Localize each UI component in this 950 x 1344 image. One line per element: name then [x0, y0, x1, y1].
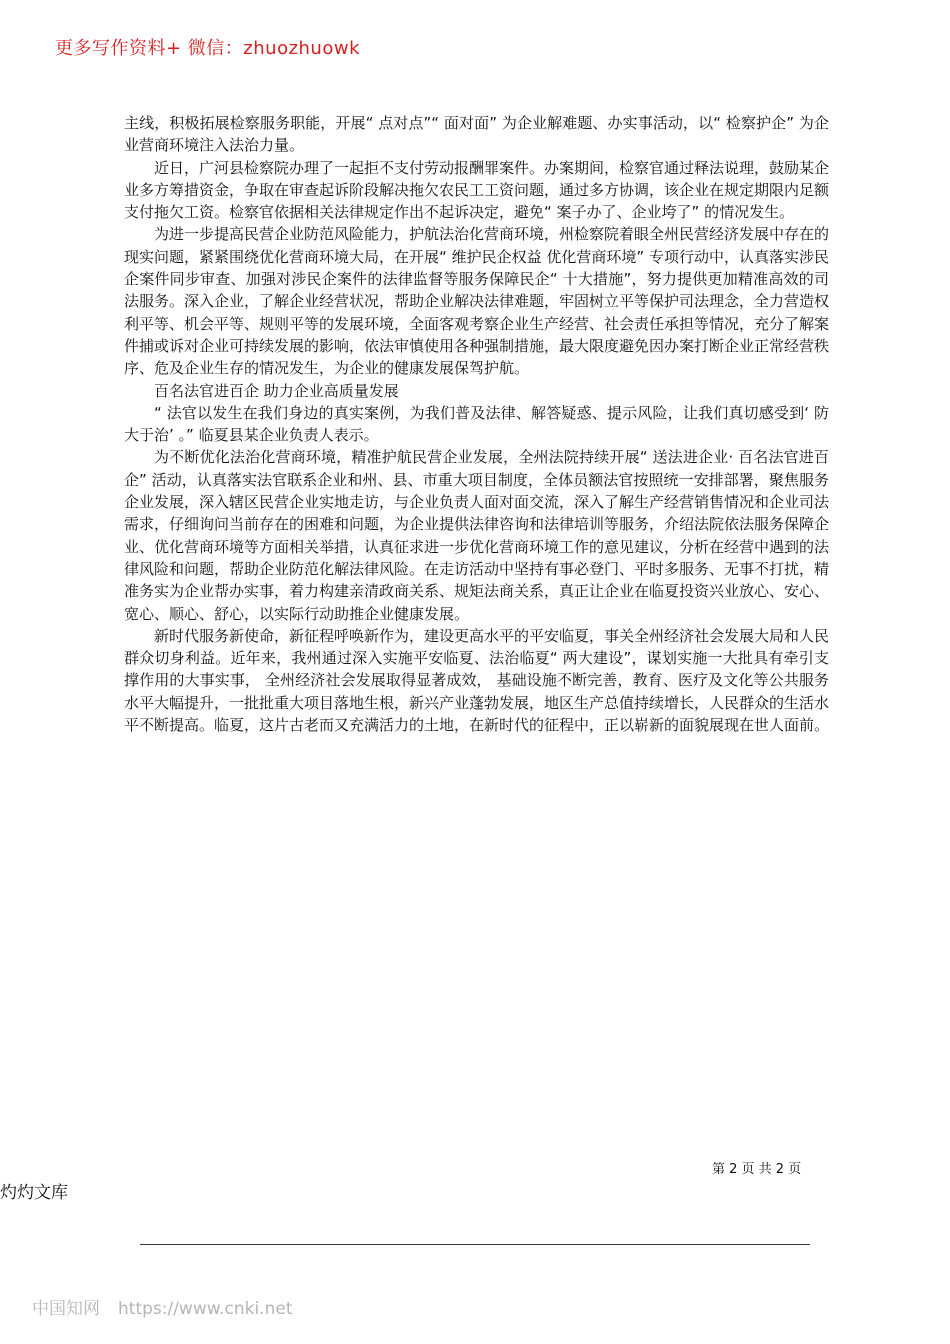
promo-banner: 更多写作资料+ 微信：zhuozhuowk [55, 38, 361, 59]
section-heading: 百名法官进百企 助力企业高质量发展 [154, 381, 399, 400]
watermark [32, 1294, 292, 1319]
watermark-brand: 中国知网 [32, 1299, 100, 1319]
paragraph-1: 主线，积极拓展检察服务职能，开展“ 点对点”“ 面对面” 为企业解难题、办实事活动，以“ 检察护企” 为企业营商环境注入法治力量。 [124, 114, 829, 155]
paragraph-2: 近日，广河县检察院办理了一起拒不支付劳动报酬罪案件。办案期间，检察官通过释法说理，鼓励某企业多方筹措资金，争取在审查起诉阶段解决拖欠农民工工资问题，通过多方协调，该企业在规定期限内足额支付拖欠工资。检察官依据相关法律规定作出不起诉决定，避免“ 案子办了、企业垮了” 的情况发生。 [124, 158, 830, 222]
watermark-url: https://www.cnki.net [118, 1299, 293, 1319]
footer-divider [140, 1244, 810, 1245]
paragraph-3: 为进一步提高民营企业防范风险能力，护航法治化营商环境，州检察院着眼全州民营经济发展中存在的现实问题，紧紧围绕优化营商环境大局，在开展“ 维护民企权益 优化营商环境” 专项行动中，认真落实涉民企案件同步审查、加强对涉民企案件的法律监督等服务保障民企“ 十大措施”，努力提供更加精准高效的司法服务。深入企业，了解企业经营状况，帮助企业解决法律难题，牢固树立平等保护司法理念，全力营造权利平等、机会平等、规则平等的发展环境，全面客观考察企业生产经营、社会责任承担等情况，充分了解案件捕或诉对企业可持续发展的影响，依法审慎使用各种强制措施，最大限度避免因办案打断企业正常经营秩序、危及企业生存的情况发生，为企业的健康发展保驾护航。 [124, 225, 830, 378]
paragraph-quote: “ 法官以发生在我们身边的真实案例，为我们普及法律、解答疑惑、提示风险，让我们真切感受到‘ 防大于治’ 。” 临夏县某企业负责人表示。 [124, 403, 829, 445]
paragraph-5: 为不断优化法治化营商环境，精准护航民营企业发展，全州法院持续开展“ 送法进企业· 百名法官进百企” 活动，认真落实法官联系企业和州、县、市重大项目制度，全体员额法官按照统一安排部署，聚焦服务企业发展，深入辖区民营企业实地走访，与企业负责人面对面交流，深入了解生产经营销售情况和企业司法需求，仔细询问当前存在的困难和问题，为企业提供法律咨询和法律培训等服务，介绍法院依法服务保障企业、优化营商环境等方面相关举措，认真征求进一步优化营商环境工作的意见建议，分析在经营中遇到的法律风险和问题，帮助企业防范化解法律风险。在走访活动中坚持有事必登门、平时多服务、无事不打扰，精准务实为企业帮办实事，着力构建亲清政商关系、规矩法商关系，真正让企业在临夏投资兴业放心、安心、宽心、顺心、舒心，以实际行动助推企业健康发展。 [124, 448, 830, 623]
library-label: 灼灼文库 [0, 1183, 68, 1203]
page-number: 第 2 页 共 2 页 [712, 1162, 802, 1177]
paragraph-6: 新时代服务新使命，新征程呼唤新作为，建设更高水平的平安临夏，事关全州经济社会发展大局和人民群众切身利益。近年来，我州通过深入实施平安临夏、法治临夏“ 两大建设”，谋划实施一大批具有牵引支撑作用的大事实事， 全州经济社会发展取得显著成效， 基础设施不断完善，教育、医疗及文化等公共服务水平大幅提升，一批批重大项目落地生根，新兴产业蓬勃发展，地区生产总值持续增长，人民群众的生活水平不断提高。临夏，这片古老而又充满活力的土地，在新时代的征程中，正以崭新的面貌展现在世人面前。 [124, 626, 830, 735]
document-body [124, 112, 829, 736]
